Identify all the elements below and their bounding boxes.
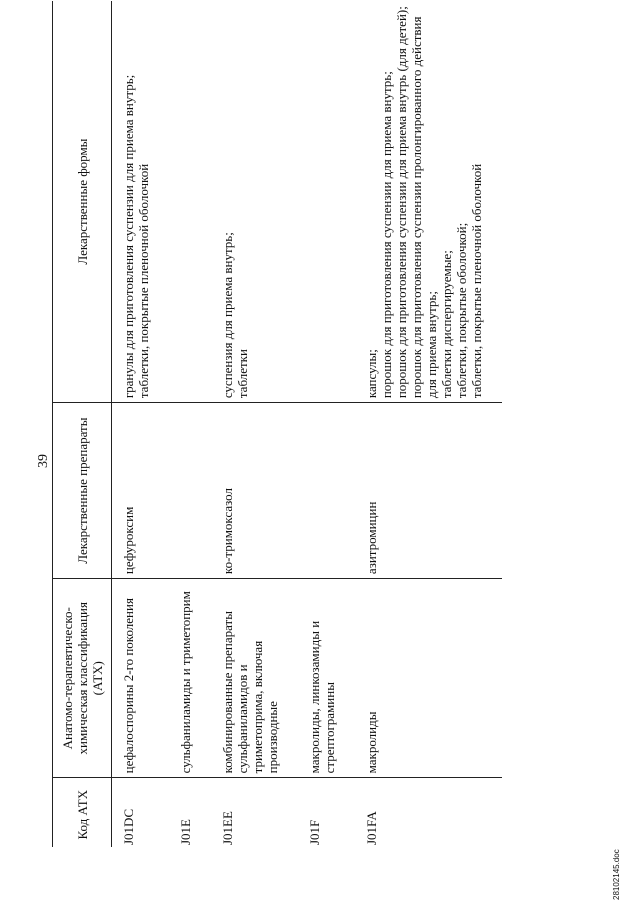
form-line: таблетки, покрытые пленочной оболочкой (136, 163, 151, 399)
form-line: порошок для приготовления суспензии для приема внутрь; (379, 71, 394, 399)
atc-table (52, 1, 502, 847)
page-number: 39 (36, 454, 51, 468)
form-line: капсулы; (364, 349, 379, 399)
cell-drug: цефуроксим (112, 403, 170, 579)
table-row (211, 1, 298, 847)
footer-filename: 28102145.doc (612, 849, 621, 900)
cell-code: J01DC (121, 808, 136, 845)
form-line: гранулы для приготовления суспензии для приема внутрь; (121, 74, 136, 399)
cell-classification: макролиды, линкозамиды и стрептограмины (298, 579, 355, 778)
cell-code: J01EE (220, 811, 235, 845)
header-forms: Лекарственные формы (53, 1, 112, 403)
cell-drug (169, 403, 211, 579)
cell-code: J01FA (364, 811, 379, 845)
cell-code: J01F (307, 819, 322, 845)
form-line: таблетки (235, 349, 250, 399)
cell-classification: сульфаниламиды и триметоприм (169, 579, 211, 778)
form-line: суспензия для приема внутрь; (220, 232, 235, 399)
form-line: таблетки диспергируемые; (439, 250, 454, 399)
header-drug: Лекарственные препараты (53, 403, 112, 579)
cell-forms (355, 1, 502, 403)
cell-forms (298, 1, 355, 403)
table-row (112, 1, 170, 847)
cell-code: J01E (178, 819, 193, 845)
cell-forms (112, 1, 170, 403)
cell-drug: азитромицин (355, 403, 502, 579)
form-line: порошок для приготовления суспензии пролонгированного действия для приема внутрь; (409, 16, 439, 399)
table-header-row (53, 1, 112, 847)
cell-forms (169, 1, 211, 403)
cell-drug: ко-тримоксазол (211, 403, 298, 579)
table-row (169, 1, 211, 847)
cell-forms (211, 1, 298, 403)
table-row (298, 1, 355, 847)
form-line: таблетки, покрытые пленочной оболочкой (469, 163, 484, 399)
form-line: порошок для приготовления суспензии для приема внутрь (для детей); (394, 6, 409, 399)
form-line: таблетки, покрытые оболочкой; (454, 222, 469, 399)
cell-classification: комбинированные препараты сульфаниламидов и триметоприма, включая производные (211, 579, 298, 778)
cell-classification: цефалоспорины 2-го поколения (112, 579, 170, 778)
cell-classification: макролиды (355, 579, 502, 778)
table-row (355, 1, 502, 847)
header-code: Код АТХ (53, 778, 112, 847)
header-classification: Анатомо-терапевтическо-химическая классификация (АТХ) (53, 579, 112, 778)
cell-drug (298, 403, 355, 579)
